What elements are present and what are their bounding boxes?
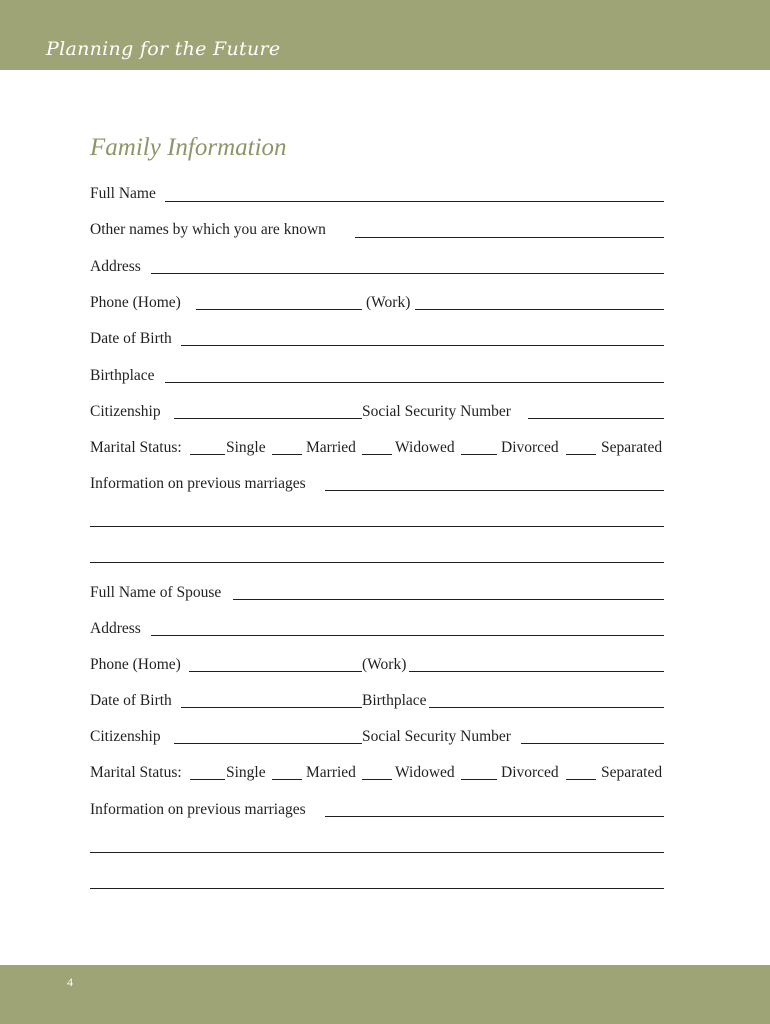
spouse-address-label: Address <box>90 620 141 637</box>
citizenship-label: Citizenship <box>90 403 161 420</box>
spouse-single-blank[interactable] <box>190 779 225 780</box>
page-footer-band <box>0 965 770 1024</box>
other-names-label: Other names by which you are known <box>90 221 326 238</box>
widowed-option: Widowed <box>395 439 455 456</box>
single-option: Single <box>226 439 266 456</box>
spouse-dob-field[interactable] <box>183 688 360 706</box>
spouse-widowed-option: Widowed <box>395 764 455 781</box>
spouse-widowed-blank[interactable] <box>362 779 392 780</box>
page-number: 4 <box>67 975 73 989</box>
spouse-full-name-field[interactable] <box>235 580 662 598</box>
spouse-previous-marriages-field[interactable] <box>327 797 662 815</box>
spouse-phone-work-line <box>409 671 664 672</box>
spouse-married-blank[interactable] <box>272 779 302 780</box>
phone-work-label: (Work) <box>366 294 411 311</box>
spouse-birthplace-label: Birthplace <box>362 692 427 709</box>
spouse-previous-marriages-line-3[interactable] <box>90 888 664 889</box>
spouse-phone-home-field[interactable] <box>191 652 360 670</box>
full-name-line <box>165 201 664 202</box>
spouse-birthplace-line <box>429 707 664 708</box>
widowed-blank[interactable] <box>362 454 392 455</box>
previous-marriages-line-3[interactable] <box>90 562 664 563</box>
address-field[interactable] <box>153 254 662 272</box>
spouse-separated-blank[interactable] <box>566 779 596 780</box>
address-line <box>151 273 664 274</box>
phone-home-line <box>196 309 362 310</box>
dob-field[interactable] <box>183 326 662 344</box>
married-option: Married <box>306 439 356 456</box>
section-title: Family Information <box>90 134 287 161</box>
address-label: Address <box>90 258 141 275</box>
spouse-birthplace-field[interactable] <box>431 688 662 706</box>
separated-blank[interactable] <box>566 454 596 455</box>
spouse-phone-work-label: (Work) <box>362 656 407 673</box>
marital-status-label: Marital Status: <box>90 439 182 456</box>
spouse-phone-work-field[interactable] <box>411 652 662 670</box>
divorced-blank[interactable] <box>461 454 497 455</box>
spouse-ssn-field[interactable] <box>523 724 662 742</box>
ssn-line <box>528 418 664 419</box>
spouse-full-name-label: Full Name of Spouse <box>90 584 222 601</box>
spouse-phone-home-label: Phone (Home) <box>90 656 181 673</box>
spouse-ssn-label: Social Security Number <box>362 728 511 745</box>
other-names-line <box>355 237 664 238</box>
spouse-ssn-line <box>521 743 664 744</box>
full-name-label: Full Name <box>90 185 156 202</box>
spouse-phone-home-line <box>189 671 362 672</box>
spouse-marital-status-label: Marital Status: <box>90 764 182 781</box>
dob-label: Date of Birth <box>90 330 172 347</box>
citizenship-line <box>174 418 362 419</box>
previous-marriages-line-2[interactable] <box>90 526 664 527</box>
spouse-full-name-line <box>233 599 664 600</box>
brand-title: Planning for the Future <box>46 38 281 60</box>
phone-home-label: Phone (Home) <box>90 294 181 311</box>
birthplace-label: Birthplace <box>90 367 155 384</box>
separated-option: Separated <box>601 439 663 456</box>
dob-line <box>181 345 664 346</box>
spouse-citizenship-field[interactable] <box>176 724 360 742</box>
spouse-separated-option: Separated <box>601 764 663 781</box>
spouse-dob-label: Date of Birth <box>90 692 172 709</box>
phone-home-field[interactable] <box>198 290 360 308</box>
spouse-previous-marriages-line-2[interactable] <box>90 852 664 853</box>
spouse-divorced-blank[interactable] <box>461 779 497 780</box>
previous-marriages-label: Information on previous marriages <box>90 475 306 492</box>
spouse-address-line <box>151 635 664 636</box>
previous-marriages-field[interactable] <box>327 471 662 489</box>
phone-work-line <box>415 309 664 310</box>
spouse-address-field[interactable] <box>153 616 662 634</box>
ssn-label: Social Security Number <box>362 403 511 420</box>
single-blank[interactable] <box>190 454 225 455</box>
previous-marriages-line <box>325 490 664 491</box>
full-name-field[interactable] <box>167 182 662 200</box>
spouse-divorced-option: Divorced <box>501 764 559 781</box>
spouse-dob-line <box>181 707 362 708</box>
spouse-citizenship-line <box>174 743 362 744</box>
married-blank[interactable] <box>272 454 302 455</box>
birthplace-line <box>165 382 664 383</box>
divorced-option: Divorced <box>501 439 559 456</box>
ssn-field[interactable] <box>530 399 662 417</box>
other-names-field[interactable] <box>357 218 662 236</box>
phone-work-field[interactable] <box>417 290 662 308</box>
spouse-single-option: Single <box>226 764 266 781</box>
spouse-married-option: Married <box>306 764 356 781</box>
citizenship-field[interactable] <box>176 399 360 417</box>
spouse-previous-marriages-label: Information on previous marriages <box>90 801 306 818</box>
spouse-citizenship-label: Citizenship <box>90 728 161 745</box>
spouse-previous-marriages-line <box>325 816 664 817</box>
birthplace-field[interactable] <box>167 363 662 381</box>
